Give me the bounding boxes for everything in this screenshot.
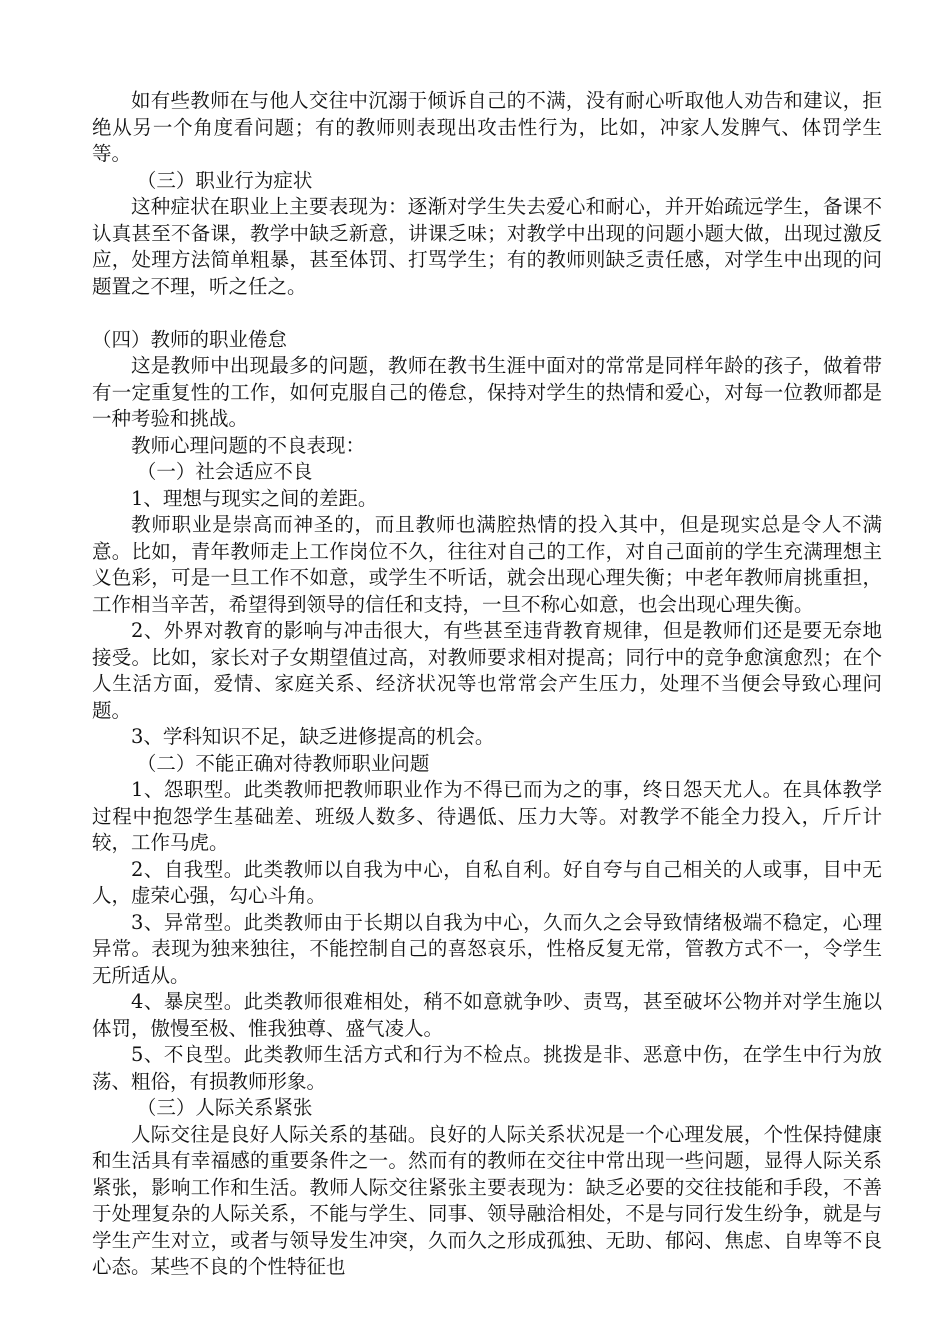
paragraph: 4、暴戾型。此类教师很难相处，稍不如意就争吵、责骂，甚至破坏公物并对学生施以体罚，傲慢至极、惟我独尊、盛气凌人。: [92, 990, 882, 1040]
paragraph: 5、不良型。此类教师生活方式和行为不检点。挑拨是非、恶意中伤，在学生中行为放荡、粗俗，有损教师形象。: [92, 1043, 882, 1093]
paragraph: 如有些教师在与他人交往中沉溺于倾诉自己的不满，没有耐心听取他人劝告和建议，拒绝从另一个角度看问题；有的教师则表现出攻击性行为，比如，冲家人发脾气、体罚学生等。: [92, 89, 882, 165]
section-heading: （三）人际关系紧张: [136, 1096, 313, 1119]
section-heading: （四）教师的职业倦怠: [92, 327, 288, 351]
paragraph: 1、怨职型。此类教师把教师职业作为不得已而为之的事，终日怨天尤人。在具体教学过程中抱怨学生基础差、班级人数多、待遇低、压力大等。对教学不能全力投入，斤斤计较，工作马虎。: [92, 778, 882, 854]
paragraph: 3、学科知识不足，缺乏进修提高的机会。: [131, 725, 495, 748]
paragraph: 2、自我型。此类教师以自我为中心，自私自利。好自夸与自己相关的人或事，目中无人，虚荣心强，勾心斗角。: [92, 857, 882, 907]
paragraph: 1、理想与现实之间的差距。: [131, 486, 378, 510]
paragraph: 教师心理问题的不良表现：: [131, 433, 366, 457]
paragraph: 3、异常型。此类教师由于长期以自我为中心，久而久之会导致情绪极端不稳定，心理异常。表现为独来独往，不能控制自己的喜怒哀乐，性格反复无常，管教方式不一，令学生无所适从。: [92, 910, 882, 987]
paragraph: 这种症状在职业上主要表现为：逐渐对学生失去爱心和耐心，并开始疏远学生，备课不认真甚至不备课，教学中缺乏新意，讲课乏味；对教学中出现的问题小题大做，出现过激反应，处理方法简单粗暴，甚至体罚、打骂学生；有的教师则缺乏责任感，对学生中出现的问题置之不理，听之任之。: [92, 195, 882, 298]
document-body: [92, 88, 882, 1281]
section-heading: （三）职业行为症状: [136, 168, 313, 192]
section-heading: （一）社会适应不良: [136, 460, 313, 483]
blank-line: [92, 300, 882, 327]
section-heading: （二）不能正确对待教师职业问题: [136, 751, 430, 775]
paragraph: 2、外界对教育的影响与冲击很大，有些甚至违背教育规律，但是教师们还是要无奈地接受。比如，家长对子女期望值过高，对教师要求相对提高；同行中的竞争愈演愈烈；在个人生活方面，爱情、家庭关系、经济状况等也常常会产生压力，处理不当便会导致心理问题。: [92, 619, 882, 722]
paragraph: 这是教师中出现最多的问题，教师在教书生涯中面对的常常是同样年龄的孩子，做着带有一定重复性的工作，如何克服自己的倦怠，保持对学生的热情和爱心，对每一位教师都是一种考验和挑战。: [92, 354, 882, 430]
paragraph: 教师职业是崇高而神圣的，而且教师也满腔热情的投入其中，但是现实总是令人不满意。比如，青年教师走上工作岗位不久，往往对自己的工作，对自己面前的学生充满理想主义色彩，可是一旦工作不如意，或学生不听话，就会出现心理失衡；中老年教师肩挑重担，工作相当辛苦，希望得到领导的信任和支持，一旦不称心如意，也会出现心理失衡。: [92, 513, 882, 616]
paragraph: 人际交往是良好人际关系的基础。良好的人际关系状况是一个心理发展，个性保持健康和生活具有幸福感的重要条件之一。然而有的教师在交往中常出现一些问题，显得人际关系紧张，影响工作和生活。教师人际交往紧张主要表现为：缺乏必要的交往技能和手段，不善于处理复杂的人际关系，不能与学生、同事、领导融洽相处，不是与同行发生纷争，就是与学生产生对立，或者与领导发生冲突，久而久之形成孤独、无助、郁闷、焦虑、自卑等不良心态。某些不良的个性特征也: [92, 1122, 882, 1278]
